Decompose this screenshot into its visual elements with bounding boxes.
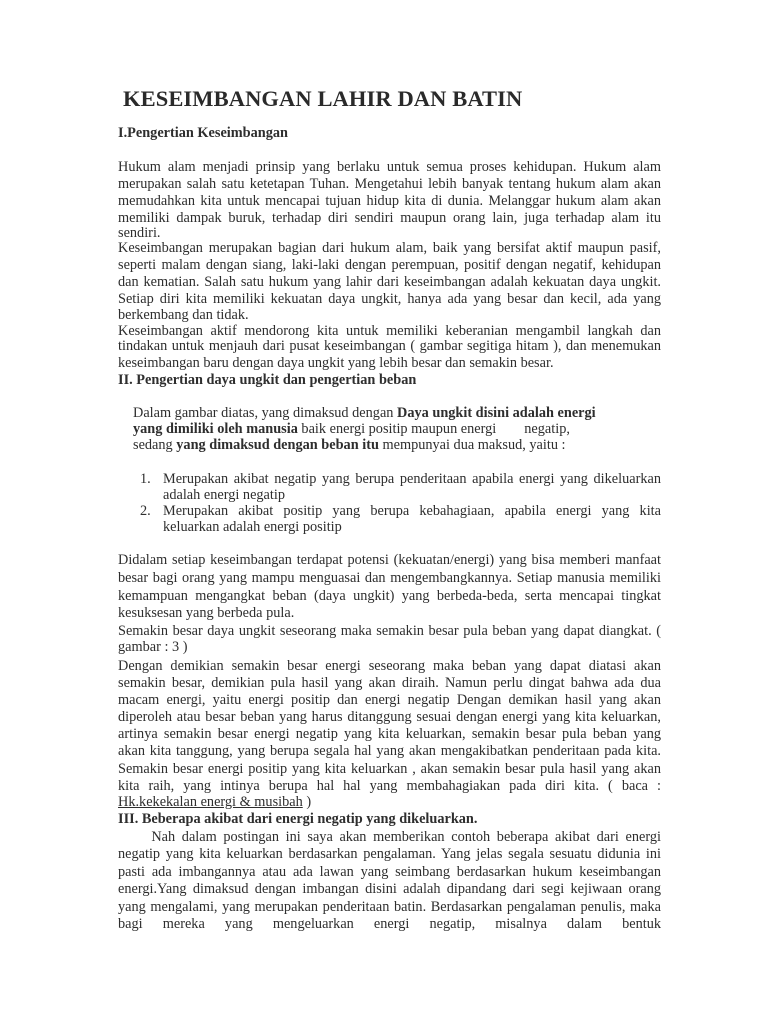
text-line: gambar : 3 ) [118, 639, 188, 655]
bold-text: yang dimiliki oleh manusia [133, 421, 298, 437]
text-line: Dengan demikian semakin besar energi seseorang maka beban yang dapat diatasi akan [118, 658, 661, 674]
link-kekekalan-energi[interactable]: Hk.kekekalan energi & musibah [118, 794, 303, 810]
text-line: Semakin besar daya ungkit seseorang maka semakin besar pula beban yang dapat diangkat. ( [118, 623, 661, 639]
text-line: Hukum alam menjadi prinsip yang berlaku untuk semua proses kehidupan. Hukum alam [118, 159, 661, 175]
text-line: berkembang dan tidak. [118, 307, 249, 323]
text-line: energi.Yang dimaksud dengan imbangan disini adalah dipandang dari segi kejiwaan orang [118, 881, 661, 897]
section-heading-3: III. Beberapa akibat dari energi negatip yang dikeluarkan. [118, 811, 478, 827]
bold-text: yang dimaksud dengan beban itu [176, 437, 379, 453]
text-line: tindakan untuk menjauh dari pusat keseimbangan ( gambar segitiga hitam ), dan menemukan [118, 338, 661, 354]
text-line: Keseimbangan aktif mendorong kita untuk memiliki keberanian mengambil langkah dan [118, 323, 661, 339]
text: baik energi positip maupun energi [297, 421, 497, 437]
section-heading-2: II. Pengertian daya ungkit dan pengertian beban [118, 372, 417, 388]
section-heading-1: I.Pengertian Keseimbangan [118, 125, 288, 141]
text-line: besar bagi orang yang mampu menguasai dan mengembangkannya. Setiap manusia memiliki [118, 570, 661, 586]
text-line: negatip yang kita keluarkan berdasarkan pengalaman. Yang jelas segala sesuatu didunia ini [118, 846, 661, 862]
text: ) [302, 794, 312, 810]
text-line: dan kematian. Salah satu hukum yang lahir dari keseimbangan adalah kekuatan daya ungkit. [118, 274, 661, 290]
text-line: merupakan salah satu ketetapan Tuhan. Mengetahui lebih banyak tentang hukum alam akan [118, 176, 661, 192]
text-line [118, 794, 661, 811]
bold-text: Daya ungkit disini adalah energi [397, 405, 596, 421]
text-line: semakin besar, demikian pula hasil yang akan diraih. Namun perlu dingat bahwa ada dua [118, 675, 661, 691]
text: negatip, [524, 421, 570, 437]
document-title: KESEIMBANGAN LAHIR DAN BATIN [123, 86, 523, 111]
text-line: Didalam setiap keseimbangan terdapat potensi (kekuatan/energi) yang bisa memberi manfaat [118, 552, 661, 568]
text-line [133, 437, 661, 454]
text-line: sendiri. [118, 225, 161, 241]
text: Dalam gambar diatas, yang dimaksud dengan [133, 405, 398, 421]
text-line: kita raih, yang intinya berupa hal hal yang membahagiakan pada diri kita. ( baca : [118, 778, 661, 794]
list-number: 1. [140, 471, 151, 487]
text-line: keluarkan adalah energi positip [163, 519, 342, 535]
text-line: Merupakan akibat negatip yang berupa penderitaan apabila energi yang dikeluarkan [163, 471, 661, 487]
text-line: macam energi, yaitu energi positip dan energi negatip Dengan demikan hasil yang akan [118, 692, 661, 708]
text-line: akan kita tanggung, yang berupa segala hal yang akan mengakibatkan penderitaan pada kita. [118, 743, 661, 759]
text-line: pasti ada imbangannya atau ada lawan yang seimbang berdasarkan hukum keseimbangan [118, 864, 661, 880]
text-line: Keseimbangan merupakan bagian dari hukum alam, baik yang bersifat aktif maupun pasif, [118, 240, 661, 256]
text-line: memudahkan kita untuk mencapai tujuan hidup kita di dunia. Melanggar hukum alam akan [118, 193, 661, 209]
text-line: Semakin besar energi positip yang kita keluarkan , akan semakin besar pula hasil yang akan [118, 761, 661, 777]
text: mempunyai dua maksud, yaitu : [378, 437, 566, 453]
text-line [133, 421, 661, 438]
text-line: kesuksesan yang berbeda pula. [118, 605, 295, 621]
text-line: artinya semakin besar energi negatip yang kita keluarkan, semakin besar pula beban yang [118, 726, 661, 742]
text-line [133, 405, 661, 422]
text-line: kemampuan mengangkat beban (daya ungkit) yang berbeda-beda, serta mencapai tingkat [118, 588, 661, 604]
text-line: bagi mereka yang mengeluarkan energi negatip, misalnya dalam bentuk [118, 916, 661, 932]
text-line: keseimbangan baru dengan daya ungkit yang lebih besar dan semakin besar. [118, 355, 554, 371]
list-number: 2. [140, 503, 151, 519]
text-line: Nah dalam postingan ini saya akan memberikan contoh beberapa akibat dari energi [118, 829, 661, 845]
text-line: seperti malam dengan siang, laki-laki dengan perempuan, positif dengan negatif, kehidupan [118, 257, 661, 273]
text-line: diperoleh atau besar beban yang harus ditanggung sesuai dengan energi yang kita keluarkan, [118, 709, 661, 725]
text-line: yang mengalami, yang merupakan penderitaan batin. Berdasarkan pengalaman penulis, maka [118, 899, 661, 915]
text: sedang [133, 437, 177, 453]
text-line: adalah energi negatip [163, 487, 285, 503]
text-line: Setiap diri kita memiliki kekuatan daya ungkit, hanya ada yang besar dan kecil, ada yang [118, 291, 661, 307]
text-line: memiliki dampak buruk, terhadap diri sendiri maupun orang lain, juga terhadap alam itu [118, 210, 661, 226]
text-line: Merupakan akibat positip yang berupa kebahagiaan, apabila energi yang kita [163, 503, 661, 519]
